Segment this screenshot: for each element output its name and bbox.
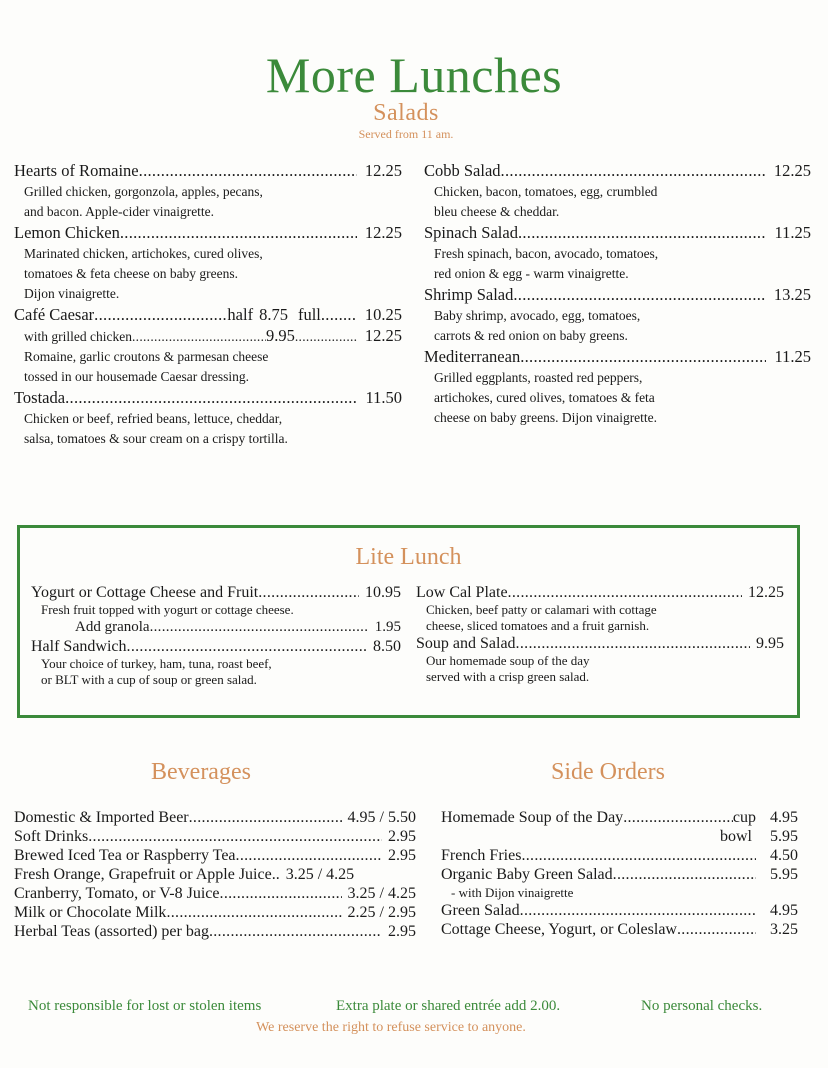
item-name: Low Cal Plate [416,584,508,601]
item-description: cheese on baby greens. Dijon vinaigrette. [434,410,658,425]
item-price: 11.25 [774,223,811,242]
lite-lunch-right-column [416,583,784,685]
item-description: tomatoes & feta cheese on baby greens. [24,266,239,281]
section-title-lite-lunch: Lite Lunch [355,544,462,570]
item-description: Fresh fruit topped with yogurt or cottage cheese. [41,602,294,617]
item-price: 4.95 / 5.50 [347,809,416,826]
item-name: Homemade Soup of the Day [441,809,624,826]
item-description: Our homemade soup of the day [426,653,590,668]
item-description: or BLT with a cup of soup or green salad. [41,672,257,687]
item-description: Dijon vinaigrette. [24,286,120,301]
addon-line [31,618,401,637]
item-description: Romaine, garlic croutons & parmesan cheese [24,349,269,364]
item-name: Soup and Salad [416,635,516,652]
item-name: Fresh Orange, Grapefruit or Apple Juice.. [14,866,280,883]
menu-item-caesar [14,304,402,387]
menu-item [424,346,811,428]
list-item [14,903,416,922]
half-label: half [227,305,254,324]
lite-lunch-left-column [31,583,401,688]
item-price: 2.95 [388,847,416,864]
item-description: Fresh spinach, bacon, avocado, tomatoes, [434,246,659,261]
footer-extra-plate: Extra plate or shared entrée add 2.00. [336,998,561,1014]
menu-item [424,160,811,222]
served-note: Served from 11 am. [358,127,454,141]
menu-item [14,160,402,222]
half-price: 8.75 [259,305,288,324]
cup-price: 4.95 [770,809,798,826]
item-name: French Fries [441,847,522,864]
item-description: cheese, sliced tomatoes and a fruit garnish. [426,618,650,633]
item-price: 11.50 [365,388,402,407]
menu-item [31,583,401,637]
item-name: Organic Baby Green Salad [441,866,613,883]
section-title-salads: Salads [373,100,439,126]
item-name: Cobb Salad [424,161,501,180]
item-name: Hearts of Romaine [14,161,139,180]
list-item [441,920,798,939]
grilled-full-price: 12.25 [364,326,402,345]
lite-lunch-box [17,525,800,718]
page-title: More Lunches [265,47,563,103]
item-price: 12.25 [364,223,402,242]
item-price: 2.95 [388,828,416,845]
item-name: Green Salad [441,902,520,919]
full-label: full [297,305,321,324]
addon-price: 1.95 [374,619,401,635]
item-price: 9.95 [756,635,784,652]
list-item [14,884,416,903]
addon-name: Add granola [75,619,150,635]
bowl-price: 5.95 [770,828,798,845]
menu-item [416,634,784,685]
item-price: 13.25 [773,285,811,304]
item-name: Cottage Cheese, Yogurt, or Coleslaw [441,921,677,938]
item-name: Lemon Chicken [14,223,120,242]
item-description: carrots & red onion on baby greens. [434,328,628,343]
item-name: Mediterranean [424,347,521,366]
item-name: Shrimp Salad [424,285,514,304]
item-price: 12.25 [773,161,811,180]
side-orders-list [441,808,798,939]
item-description: artichokes, cured olives, tomatoes & feta [434,390,655,405]
item-description: salsa, tomatoes & sour cream on a crispy tortilla. [24,431,288,446]
item-description: served with a crisp green salad. [426,669,590,684]
item-description: Marinated chicken, artichokes, cured olives, [24,246,263,261]
cup-label: cup [732,809,756,826]
footer-lost-items: Not responsible for lost or stolen items [28,998,262,1014]
item-price: 10.95 [365,584,401,601]
item-price: 12.25 [364,161,402,180]
item-note: - with Dijon vinaigrette [451,885,574,900]
item-price: 4.95 [770,902,798,919]
footer-no-checks: No personal checks. [641,998,763,1014]
grilled-chicken-label: with grilled chicken [24,329,132,344]
item-name: Spinach Salad [424,223,518,242]
item-name: Soft Drinks [14,828,89,845]
list-item [14,808,416,827]
item-description: Your choice of turkey, ham, tuna, roast beef, [41,656,272,671]
list-item [14,865,416,884]
item-name: Brewed Iced Tea or Raspberry Tea [14,847,236,864]
full-price: 10.25 [364,305,402,324]
item-description: tossed in our housemade Caesar dressing. [24,369,249,384]
list-item [441,865,798,884]
item-description: Chicken, bacon, tomatoes, egg, crumbled [434,184,658,199]
menu-item [14,387,402,449]
item-name: Café Caesar [14,305,95,324]
list-item [14,827,416,846]
menu-item [14,222,402,304]
item-name: Domestic & Imported Beer [14,809,189,826]
item-name: Herbal Teas (assorted) per bag [14,923,209,940]
item-price: 5.95 [770,866,798,883]
item-name: Cranberry, Tomato, or V-8 Juice [14,885,220,902]
bowl-label: bowl [720,828,752,845]
menu-item [424,222,811,284]
list-item [441,846,798,865]
item-price: 11.25 [774,347,811,366]
menu-item [416,583,784,634]
item-description: Chicken or beef, refried beans, lettuce, cheddar, [24,411,283,426]
item-price: 3.25 / 4.25 [347,885,416,902]
item-price: 4.50 [770,847,798,864]
item-price: 8.50 [373,638,401,655]
item-name: Tostada [14,388,66,407]
footer-refuse-service: We reserve the right to refuse service to anyone. [256,1020,526,1035]
item-name: Half Sandwich [31,638,127,655]
grilled-half-price: 9.95 [266,326,295,345]
item-price: 3.25 [770,921,798,938]
beverages-list [14,808,416,941]
item-description: red onion & egg - warm vinaigrette. [434,266,629,281]
menu-item [31,637,401,688]
salads-right-column [424,160,811,428]
item-price: 12.25 [748,584,784,601]
salads-left-column [14,160,402,449]
item-price: 2.95 [388,923,416,940]
item-description: bleu cheese & cheddar. [434,204,560,219]
item-description: and bacon. Apple-cider vinaigrette. [24,204,215,219]
item-price: 2.25 / 2.95 [347,904,416,921]
list-item [441,827,798,846]
item-description: Grilled chicken, gorgonzola, apples, pecans, [24,184,263,199]
menu-item [424,284,811,346]
list-item [14,846,416,865]
item-description: Grilled eggplants, roasted red peppers, [434,370,643,385]
section-title-beverages: Beverages [151,759,251,785]
item-price: 3.25 / 4.25 [285,866,355,883]
item-description: Baby shrimp, avocado, egg, tomatoes, [434,308,641,323]
section-title-side-orders: Side Orders [551,759,665,785]
item-name: Milk or Chocolate Milk [14,904,167,921]
list-item [441,901,798,920]
list-item [441,808,798,827]
item-name: Yogurt or Cottage Cheese and Fruit [31,584,259,601]
list-item [14,922,416,941]
item-description: Chicken, beef patty or calamari with cottage [426,602,657,617]
